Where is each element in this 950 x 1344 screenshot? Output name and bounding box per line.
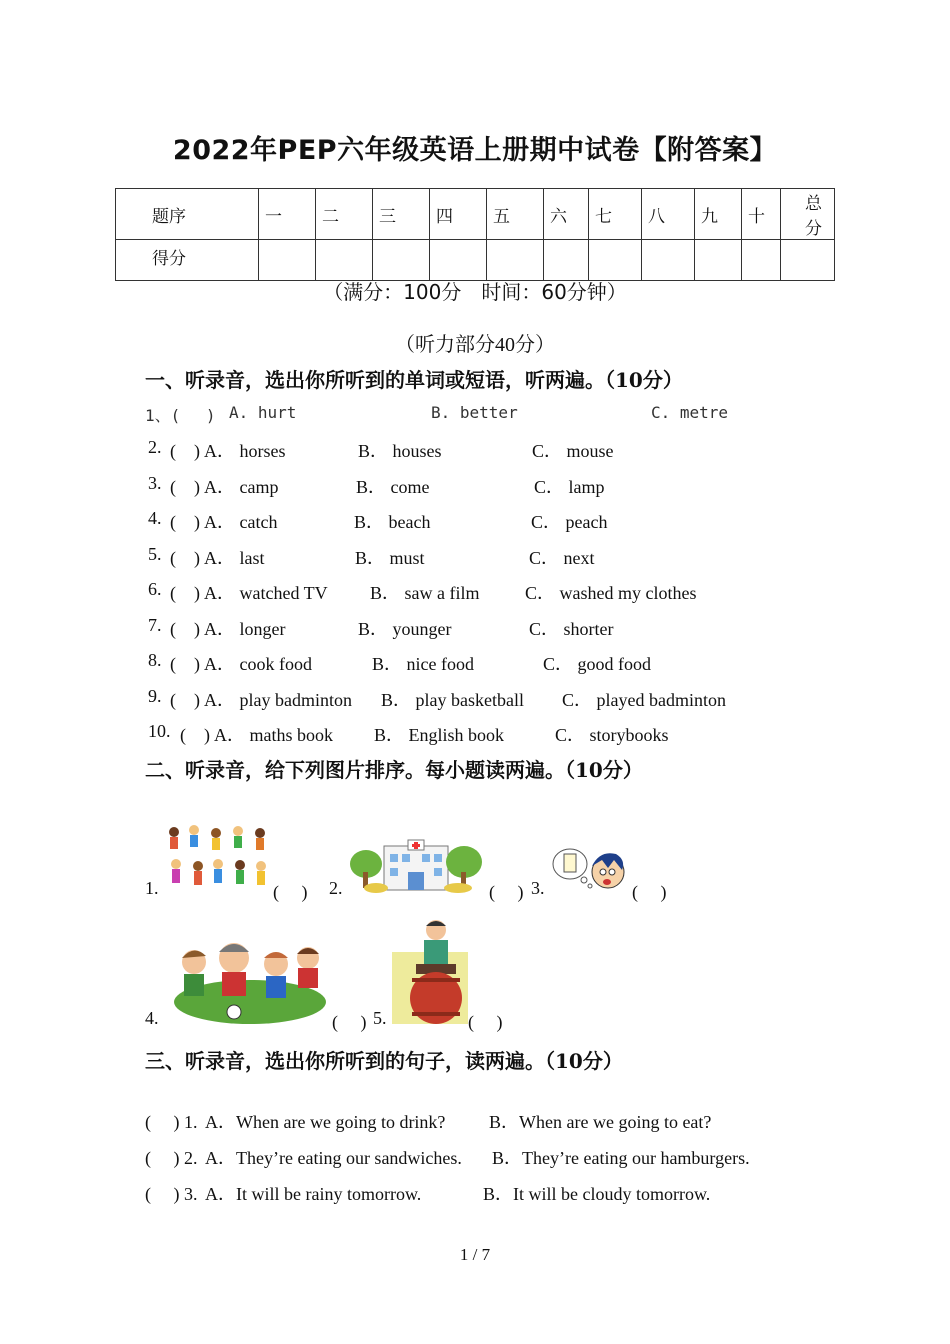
- football-picture: [172, 934, 328, 1026]
- answer-paren: ( ): [170, 690, 200, 710]
- section1-title: 一、听录音，选出你所听到的单词或短语，听两遍。（10分）: [145, 368, 683, 392]
- score-cell: [430, 240, 487, 281]
- option-b: B. better: [431, 403, 518, 422]
- score-cell: [259, 240, 316, 281]
- score-cell: [781, 240, 835, 281]
- score-cell: [742, 240, 781, 281]
- answer-paren: ( ): [170, 654, 200, 674]
- score-cell: [373, 240, 430, 281]
- answer-paren: ( ): [170, 512, 200, 532]
- option-b: B． younger: [358, 619, 452, 639]
- score-cell: 六: [544, 189, 589, 240]
- option-c: C． shorter: [529, 619, 614, 639]
- question-row: [148, 544, 848, 568]
- option-c: C. metre: [651, 403, 729, 422]
- option-a: A． camp: [204, 477, 279, 497]
- score-cell: 五: [487, 189, 544, 240]
- option-b: B．It will be cloudy tomorrow.: [483, 1184, 711, 1204]
- answer-paren: ( ): [170, 477, 200, 497]
- score-cell: [544, 240, 589, 281]
- question-row: [148, 721, 848, 745]
- listening-header: （听力部分40分）: [395, 334, 555, 356]
- option-c: C． lamp: [534, 477, 605, 497]
- option-c: C． good food: [543, 654, 651, 674]
- question-number: 10.: [148, 721, 171, 741]
- option-b: B． must: [355, 548, 425, 568]
- option-a: A． catch: [204, 512, 278, 532]
- question-row: [148, 650, 848, 674]
- option-c: C． played badminton: [562, 690, 726, 710]
- option-b: B． play basketball: [381, 690, 524, 710]
- answer-paren: ( ): [170, 441, 200, 461]
- boy-thirsty-picture: [550, 846, 626, 894]
- question-1: [145, 403, 845, 425]
- picture-label: 2.: [329, 878, 343, 898]
- score-cell: 四: [430, 189, 487, 240]
- score-cell: 七: [589, 189, 642, 240]
- answer-paren: ( ): [632, 882, 667, 902]
- sentence-row: [145, 1108, 845, 1132]
- option-a: A．It will be rainy tomorrow.: [205, 1184, 422, 1204]
- question-row: [148, 615, 848, 639]
- picture-label: 4.: [145, 1008, 159, 1028]
- question-row: [148, 686, 848, 710]
- answer-paren: ( ): [468, 1012, 503, 1032]
- score-cell: [642, 240, 695, 281]
- option-b: B． saw a film: [370, 583, 480, 603]
- score-cell: 二: [316, 189, 373, 240]
- option-b: B．When are we going to eat?: [489, 1112, 712, 1132]
- score-cell: [316, 240, 373, 281]
- page-number: 1 / 7: [459, 1245, 491, 1264]
- score-table-header-row: [116, 189, 835, 240]
- hospital-picture: [346, 838, 486, 894]
- answer-paren: ( ): [273, 882, 308, 902]
- score-cell: 总分: [781, 189, 835, 240]
- answer-paren: ( ): [170, 548, 200, 568]
- child-figure: [169, 825, 266, 885]
- question-number: 4.: [148, 508, 162, 528]
- score-cell: 得分: [116, 240, 259, 281]
- score-cell: 题序: [116, 189, 259, 240]
- option-a: A．They’re eating our sandwiches.: [205, 1148, 462, 1168]
- answer-paren: ( ): [170, 583, 200, 603]
- score-cell: 三: [373, 189, 430, 240]
- question-number: 9.: [148, 686, 162, 706]
- answer-paren: ( ): [489, 882, 524, 902]
- score-table: [115, 188, 835, 281]
- option-c: C． next: [529, 548, 595, 568]
- score-table-score-row: [116, 240, 835, 281]
- sentence-row: [145, 1144, 845, 1168]
- picture-label: 3.: [531, 878, 545, 898]
- option-a: A． horses: [204, 441, 286, 461]
- score-cell: [695, 240, 742, 281]
- page-title: 2022年PEP六年级英语上册期中试卷【附答案】: [172, 135, 778, 166]
- score-cell: 八: [642, 189, 695, 240]
- question-number: ( ) 3.: [145, 1184, 198, 1204]
- option-a: A． watched TV: [204, 583, 328, 603]
- answer-paren: ( ): [170, 619, 200, 639]
- option-a: A． longer: [204, 619, 286, 639]
- question-row: [148, 579, 848, 603]
- question-row: [148, 437, 848, 461]
- option-a: A. hurt: [229, 403, 297, 422]
- option-c: C． storybooks: [555, 725, 669, 745]
- option-a: A． last: [204, 548, 265, 568]
- question-number: 8.: [148, 650, 162, 670]
- option-b: B． nice food: [372, 654, 474, 674]
- section2-title: 二、听录音，给下列图片排序。每小题读两遍。（10分）: [145, 758, 643, 782]
- option-c: C． peach: [531, 512, 608, 532]
- picture-label: 1.: [145, 878, 159, 898]
- option-c: C． mouse: [532, 441, 614, 461]
- question-row: [148, 473, 848, 497]
- option-a: A． cook food: [204, 654, 312, 674]
- option-c: C． washed my clothes: [525, 583, 697, 603]
- option-a: A． play badminton: [204, 690, 352, 710]
- score-cell: [487, 240, 544, 281]
- question-number: 2.: [148, 437, 162, 457]
- question-number: 7.: [148, 615, 162, 635]
- answer-paren: ( ): [180, 725, 210, 745]
- section3-title: 三、听录音，选出你所听到的句子，读两遍。（10分）: [145, 1049, 623, 1073]
- sentence-row: [145, 1180, 845, 1204]
- question-number: 6.: [148, 579, 162, 599]
- option-b: B． beach: [354, 512, 431, 532]
- score-cell: 九: [695, 189, 742, 240]
- score-cell: 一: [259, 189, 316, 240]
- picture-label: 5.: [373, 1008, 387, 1028]
- score-cell: [589, 240, 642, 281]
- question-row: [148, 508, 848, 532]
- option-a: A． maths book: [214, 725, 333, 745]
- question-number: 5.: [148, 544, 162, 564]
- score-cell: 十: [742, 189, 781, 240]
- question-number: ( ) 1.: [145, 1112, 198, 1132]
- boy-drum-picture: [392, 918, 468, 1024]
- option-b: B．They’re eating our hamburgers.: [492, 1148, 750, 1168]
- option-a: A．When are we going to drink?: [205, 1112, 446, 1132]
- answer-paren: ( ): [332, 1012, 367, 1032]
- option-b: B． houses: [358, 441, 442, 461]
- question-number: ( ) 2.: [145, 1148, 198, 1168]
- option-b: B． come: [356, 477, 430, 497]
- exam-meta: （满分：100分 时间：60分钟）: [323, 280, 627, 304]
- option-b: B． English book: [374, 725, 505, 745]
- children-dancing-picture: [164, 824, 270, 892]
- question-number: 1、( ): [145, 406, 216, 425]
- question-number: 3.: [148, 473, 162, 493]
